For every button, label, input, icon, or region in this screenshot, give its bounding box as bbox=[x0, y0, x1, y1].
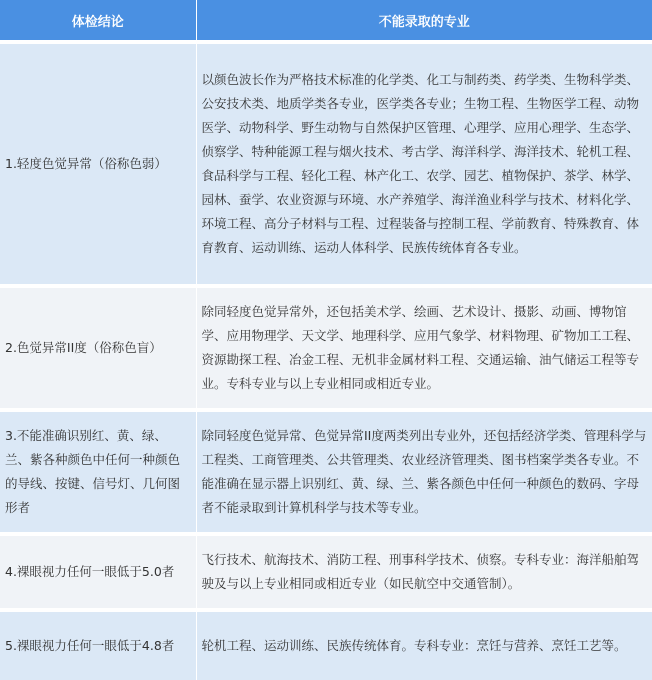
excluded-majors-cell: 以颜色波长作为严格技术标准的化学类、化工与制药类、药学类、生物科学类、公安技术类、地质学类各专业，医学类各专业；生物工程、生物医学工程、动物医学、动物科学、野生动物与自然保护区管理、心理学、应用心理学、生态学、侦察学、特种能源工程与烟火技术、考古学、海洋科学、海洋技术、轮机工程、食品科学与工程、轻化工程、林产化工、农学、园艺、植物保护、茶学、林学、园林、蚕学、农业资源与环境、水产养殖学、海洋渔业科学与技术、材料化学、环境工程、高分子材料与工程、过程装备与控制工程、学前教育、特殊教育、体育教育、运动训练、运动人体科学、民族传统体育各专业。 bbox=[196, 42, 652, 286]
table-row bbox=[0, 286, 652, 410]
excluded-majors-cell: 轮机工程、运动训练、民族传统体育。专科专业：烹饪与营养、烹饪工艺等。 bbox=[196, 610, 652, 680]
table-row bbox=[0, 42, 652, 286]
header-exam-conclusion: 体检结论 bbox=[0, 0, 196, 42]
exam-conclusion-cell: 2.色觉异常II度（俗称色盲） bbox=[0, 286, 196, 410]
table-row bbox=[0, 534, 652, 610]
excluded-majors-cell: 飞行技术、航海技术、消防工程、刑事科学技术、侦察。专科专业：海洋船舶驾驶及与以上专业相同或相近专业（如民航空中交通管制）。 bbox=[196, 534, 652, 610]
exam-conclusion-cell: 5.裸眼视力任何一眼低于4.8者 bbox=[0, 610, 196, 680]
table-row bbox=[0, 610, 652, 680]
header-excluded-majors: 不能录取的专业 bbox=[196, 0, 652, 42]
exam-conclusion-cell: 1.轻度色觉异常（俗称色弱） bbox=[0, 42, 196, 286]
excluded-majors-cell: 除同轻度色觉异常、色觉异常II度两类列出专业外，还包括经济学类、管理科学与工程类、工商管理类、公共管理类、农业经济管理类、图书档案学类各专业。不能准确在显示器上识别红、黄、绿、兰、紫各颜色中任何一种颜色的数码、字母者不能录取到计算机科学与技术等专业。 bbox=[196, 410, 652, 534]
table-header-row bbox=[0, 0, 652, 42]
table-row bbox=[0, 410, 652, 534]
excluded-majors-cell: 除同轻度色觉异常外，还包括美术学、绘画、艺术设计、摄影、动画、博物馆学、应用物理学、天文学、地理科学、应用气象学、材料物理、矿物加工工程、资源勘探工程、冶金工程、无机非金属材料工程、交通运输、油气储运工程等专业。专科专业与以上专业相同或相近专业。 bbox=[196, 286, 652, 410]
exam-conclusion-cell: 4.裸眼视力任何一眼低于5.0者 bbox=[0, 534, 196, 610]
exam-conclusion-cell: 3.不能准确识别红、黄、绿、兰、紫各种颜色中任何一种颜色的导线、按键、信号灯、几何图形者 bbox=[0, 410, 196, 534]
